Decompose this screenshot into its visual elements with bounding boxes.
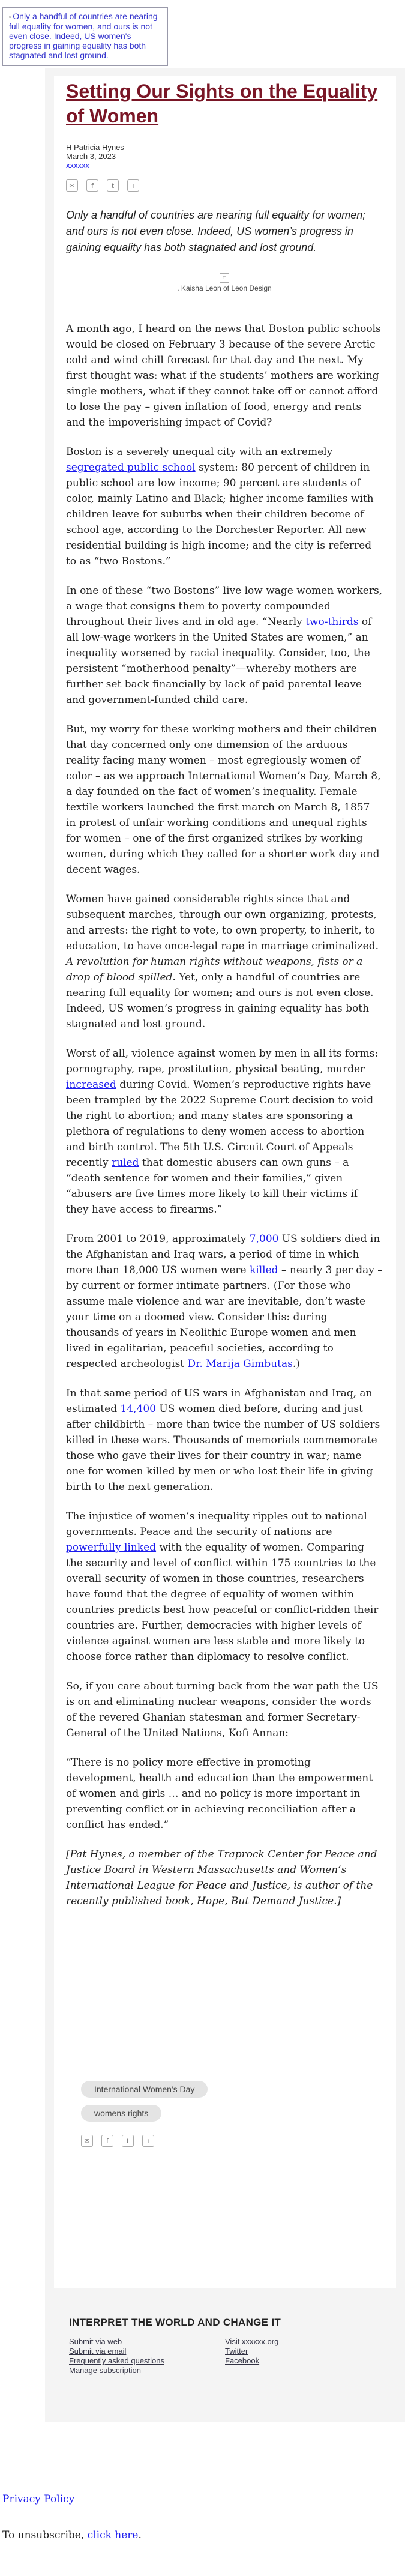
paragraph: A month ago, I heard on the news that Boston public schools would be closed on February 3 because of the severe Arctic cold and wind chill forecast for that day and the next. My first thought was: what if the students’ mothers are working single mothers, what if they cannot take off or cannot afford to lose the pay – given inflation of food, energy and rents and the impoverishing impact of Covid? <box>66 323 381 429</box>
paragraph: From 2001 to 2019, approximately 7,000 US soldiers died in the Afghanistan and Iraq wars, a period of time in which more than 18,000 US women were killed – nearly 3 per day – by current or former intimate partners. (For those who assume male violence and war are inevitable, don’t waste your time on a doomed view. Consider this: during thousands of years in Neolithic Europe women and men lived in egalitarian, peaceful societies, according to respected archeologist Dr. Marija Gimbutas.) <box>66 1233 383 1370</box>
email-shell <box>45 68 405 2422</box>
image-placeholder-icon: ▫ <box>220 273 229 283</box>
manage-subscription-link[interactable]: Manage subscription <box>69 2366 141 2375</box>
paragraph: So, if you care about turning back from the war path the US is on and eliminating nuclear weapons, consider the words of the revered Ghanian statesman and former Secretary-General of the United Nations, Kofi Annan: <box>66 1680 379 1739</box>
paragraph: In one of these “two Bostons” live low wage women workers, a wage that consigns them to poverty compounded throughout their lives and in old age. “Nearly two-thirds of all low-wage workers in the United States are women,” an inequality worsened by racial inequality. Consider, too, the persistent “motherhood penalty”—whereby mothers are further set back financially by lack of paid parental leave and government-funded child care. <box>66 585 383 706</box>
facebook-icon[interactable]: f <box>101 2135 113 2147</box>
submit-web-link[interactable]: Submit via web <box>69 2337 122 2346</box>
footer-links-left <box>69 2337 225 2375</box>
source-link[interactable]: xxxxxx <box>66 161 89 170</box>
twitter-icon[interactable]: t <box>107 179 119 192</box>
share-row-bottom <box>81 2135 154 2147</box>
link-two-thirds[interactable]: two-thirds <box>305 616 359 628</box>
author-bio: [Pat Hynes, a member of the Traprock Center for Peace and Justice Board in Western Massachusetts and Women’s International League for Peace and Justice, is author of the recently published book, Hope, But Demand Justice.] <box>66 1848 377 1907</box>
tag-international-womens-day[interactable]: International Women's Day <box>81 2081 208 2098</box>
broken-image-icon: ▫ <box>9 13 12 21</box>
article-meta <box>66 143 383 170</box>
link-7000[interactable]: 7,000 <box>249 1233 279 1245</box>
share-icon[interactable]: + <box>142 2135 154 2147</box>
link-killed[interactable]: killed <box>250 1264 278 1276</box>
link-14400[interactable]: 14,400 <box>120 1403 156 1415</box>
author: H Patricia Hynes <box>66 143 124 152</box>
link-ruled[interactable]: ruled <box>112 1157 139 1169</box>
paragraph: Boston is a severely unequal city with an extremely segregated public school system: 80 percent of children in public school are low income; 90 percent are students of color, mainly Latino and Black; higher income families with children leave for suburbs when their children become of school age, according to the Dorchester Reporter. All new residential building is high income; and the city is referred to as “two Bostons.” <box>66 446 374 567</box>
faq-link[interactable]: Frequently asked questions <box>69 2356 164 2365</box>
share-row-top <box>66 179 383 195</box>
article-title[interactable]: Setting Our Sights on the Equality of Women <box>66 80 378 127</box>
link-increased[interactable]: increased <box>66 1079 116 1091</box>
submit-email-link[interactable]: Submit via email <box>69 2347 127 2356</box>
email-card <box>54 76 396 2288</box>
preheader-text: Only a handful of countries are nearing full equality for women, and ours is not even close. Indeed, US women's progress in gaining equality has both stagnated and lost ground. <box>9 11 158 60</box>
paragraph: Worst of all, violence against women by men in all its forms: pornography, rape, prostitution, physical beating, murder increased during Covid. Women’s reproductive rights have been trampled by the 2022 Supreme Court decision to void the right to abortion; and many states are sponsoring a plethora of regulations to deny women access to abortion and birth control. The 5th U.S. Circuit Court of Appeals recently ruled that domestic abusers can own guns – a “death sentence for women and their families,” given “abusers are five times more likely to kill their victims if they have access to firearms.” <box>66 1048 379 1216</box>
paragraph: But, my worry for these working mothers and their children that day concerned only one dimension of the arduous reality facing many women – most egregiously women of color – as we approach International Women’s Day, March 8, a day founded on the fact of women’s inequality. Female textile workers launched the first march on March 8, 1857 in protest of unfair working conditions and unequal rights for women – one of the first organized strikes by working women, during which they called for a shorter work day and decent wages. <box>66 723 381 876</box>
email-icon[interactable]: ✉ <box>81 2135 93 2147</box>
tag-list <box>54 2081 396 2129</box>
article-content <box>66 76 383 1923</box>
twitter-link[interactable]: Twitter <box>225 2347 248 2356</box>
email-icon[interactable]: ✉ <box>66 179 78 192</box>
footer-links-right <box>225 2337 381 2375</box>
link-gimbutas[interactable]: Dr. Marija Gimbutas <box>187 1358 293 1370</box>
unsubscribe-line: To unsubscribe, click here. <box>2 2529 142 2541</box>
link-segregated-schools[interactable]: segregated public school <box>66 462 196 474</box>
link-powerfully-linked[interactable]: powerfully linked <box>66 1542 157 1554</box>
unsubscribe-link[interactable]: click here <box>87 2529 139 2541</box>
image-caption: . Kaisha Leon of Leon Design <box>177 284 272 292</box>
privacy-policy-link[interactable]: Privacy Policy <box>2 2493 75 2505</box>
tag-womens-rights[interactable]: womens rights <box>81 2105 161 2122</box>
share-icon[interactable]: + <box>127 179 139 192</box>
quote: “There is no policy more effective in promoting development, health and education than the empowerment of women and girls … and no policy is more important in preventing conflict or in achieving reconciliation after a conflict has ended.” <box>66 1757 373 1831</box>
emphasis: A revolution for human rights without weapons, fists or a drop of blood spilled. <box>66 956 363 983</box>
twitter-icon[interactable]: t <box>122 2135 134 2147</box>
paragraph: The injustice of women’s inequality ripples out to national governments. Peace and the security of nations are powerfully linked with the equality of women. Comparing the security and level of conflict within 175 countries to the overall security of women in those countries, researchers have found that the degree of equality of women within countries predicts best how peaceful or conflict-ridden their countries are. Further, democracies with higher levels of violence against women are less stable and more likely to choose force rather than diplomacy to resolve conflict. <box>66 1510 379 1663</box>
paragraph: In that same period of US wars in Afghanistan and Iraq, an estimated 14,400 US women died before, during and just after childbirth – more than twice the number of US soldiers killed in these wars. Thousands of memorials commemorate those who gave their lives for their country in war; name one for women killed by men or who lost their life in giving birth to the next generation. <box>66 1387 380 1493</box>
visit-site-link[interactable]: Visit xxxxxx.org <box>225 2337 279 2346</box>
below-email <box>2 2491 142 2543</box>
paragraph: Women have gained considerable rights since that and subsequent marches, through our own organizing, protests, and arrests: the right to vote, to own property, to inherit, to education, to have once-legal rape in marriage criminalized. A revolution for human rights without weapons, fists or a drop of blood spilled. Yet, only a handful of countries are nearing full equality for women; and ours is not even close. Indeed, US women’s progress in gaining equality has both stagnated and lost ground. <box>66 893 379 1030</box>
article-figure <box>66 270 383 292</box>
facebook-link[interactable]: Facebook <box>225 2356 260 2365</box>
footer-heading: INTERPRET THE WORLD AND CHANGE IT <box>69 2317 281 2328</box>
article-body <box>66 321 383 1909</box>
email-footer <box>69 2317 381 2375</box>
preheader-image-alt <box>2 7 168 66</box>
date: March 3, 2023 <box>66 152 116 161</box>
article-lead: Only a handful of countries are nearing full equality for women; and ours is not even close. Indeed, US women’s progress in gaining equality has both stagnated and lost ground. <box>66 209 366 253</box>
facebook-icon[interactable]: f <box>86 179 98 192</box>
